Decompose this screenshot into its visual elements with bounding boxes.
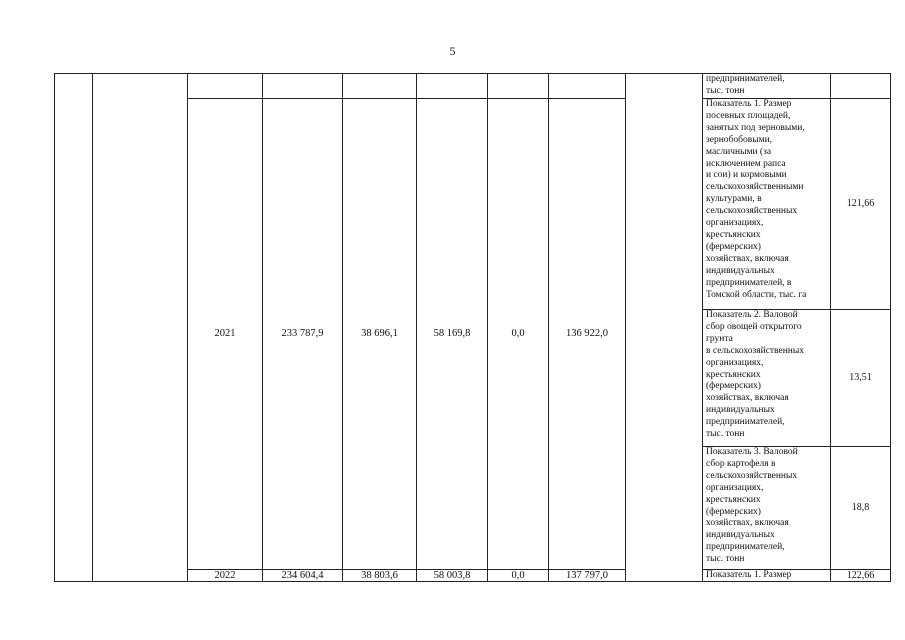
indicator-text: Показатель 1. Размер посевных площадей, занятых под зерновыми, зернобобовыми, масличными (за исключением рапса и сои) и кормовыми сельскохозяйственными культурами, в сельскохозяйственных организациях, крестьянских (фермерских) хозяйствах, включая индивидуальных предпринимателей, в Томской области, тыс. га <box>706 99 807 300</box>
year-cell: 2022 <box>214 570 236 581</box>
indicator-text: Показатель 3. Валовой сбор картофеля в сельскохозяйственных организациях, крестьянских (фермерских) хозяйствах, включая индивидуальных предпринимателей, тыс. тонн <box>706 447 798 565</box>
amount-cell: 137 797,0 <box>566 570 608 581</box>
col-line <box>92 73 93 581</box>
indicator-continuation: предпринимателей, тыс. тонн <box>706 74 785 96</box>
amount-cell: 136 922,0 <box>566 328 608 339</box>
year-cell: 2021 <box>214 328 236 339</box>
col-line <box>625 73 626 581</box>
indicator-value: 18,8 <box>851 502 870 513</box>
col-line <box>890 73 891 581</box>
indicator-value: 13,51 <box>849 372 872 383</box>
amount-cell: 38 696,1 <box>361 328 398 339</box>
col-line <box>262 73 263 581</box>
amount-cell: 58 169,8 <box>433 328 471 339</box>
amount-cell: 0,0 <box>511 570 525 581</box>
indicator-text: Показатель 1. Размер <box>706 570 792 580</box>
amount-cell: 0,0 <box>511 328 525 339</box>
amount-cell: 58 003,8 <box>433 570 471 581</box>
indicator-text: Показатель 2. Валовой сбор овощей открытого грунта в сельскохозяйственных организациях, крестьянских (фермерских) хозяйствах, включая индивидуальных предпринимателей, тыс. тонн <box>706 310 805 440</box>
indicator-value: 121,66 <box>846 198 875 209</box>
total-cell: 234 604,4 <box>281 570 324 581</box>
page-number: 5 <box>449 44 456 58</box>
col-line <box>416 73 417 581</box>
indicator-value: 122,66 <box>846 570 875 581</box>
col-line <box>487 73 488 581</box>
col-line <box>187 73 188 581</box>
col-line <box>702 73 703 581</box>
row-line <box>187 98 625 99</box>
col-line <box>342 73 343 581</box>
amount-cell: 38 803,6 <box>361 570 398 581</box>
total-cell: 233 787,9 <box>281 328 324 339</box>
col-line <box>548 73 549 581</box>
col-line <box>54 73 55 581</box>
